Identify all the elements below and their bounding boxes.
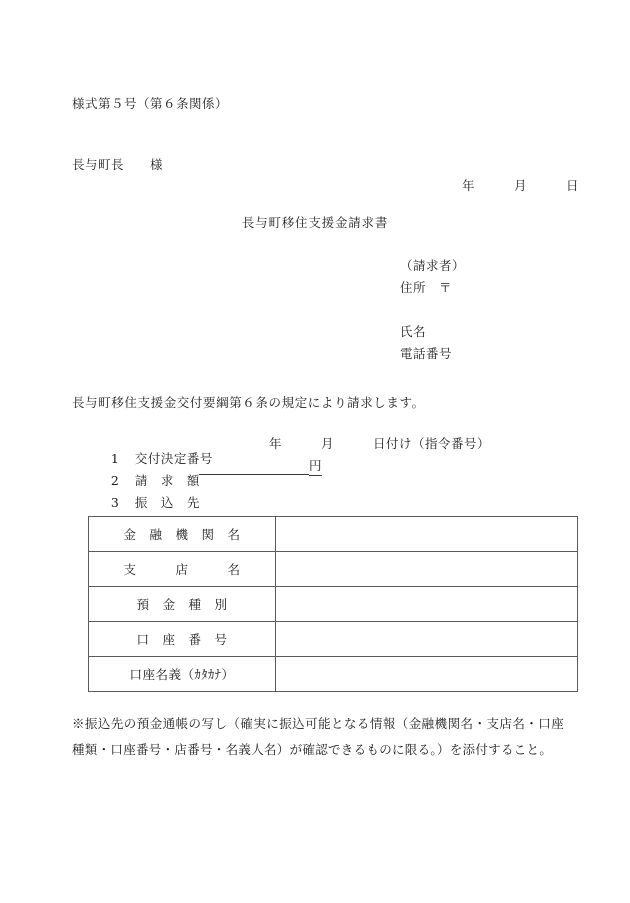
item-label: 交付決定番号: [134, 451, 213, 466]
item-number: 1: [110, 451, 120, 466]
claim-amount-field[interactable]: [199, 456, 309, 475]
item-number: 2: [110, 473, 120, 488]
row-value-branch[interactable]: [276, 552, 578, 587]
table-row: [89, 517, 578, 552]
row-value-account-number[interactable]: [276, 622, 578, 657]
request-statement: 長与町移住支援金交付要綱第６条の規定により請求します。: [72, 395, 425, 410]
table-row: [89, 657, 578, 692]
claimant-heading: （請求者）: [400, 258, 466, 273]
row-value-account-holder[interactable]: [276, 657, 578, 692]
row-value-financial-institution[interactable]: [276, 517, 578, 552]
item-decision-date-tail: 年 月 日付け（指令番号）: [269, 436, 491, 451]
document-title: 長与町移住支援金請求書: [241, 215, 389, 230]
claimant-address-label: 住所 〒: [400, 280, 453, 295]
row-label-deposit-type: 預 金 種 別: [89, 587, 276, 622]
claim-amount-unit: 円: [309, 456, 322, 476]
item-claim-amount: [84, 456, 323, 488]
item-label: 請 求 額: [134, 473, 200, 488]
table-row: [89, 622, 578, 657]
row-label-account-number: 口 座 番 号: [89, 622, 276, 657]
footnote-attachment-note: ※振込先の預金通帳の写し（確実に振込可能となる情報（金融機関名・支店名・口座種類・口座番号・店番号・名義人名）が確認できるものに限る。）を添付すること。: [72, 716, 564, 757]
row-label-branch: 支 店 名: [89, 552, 276, 587]
claimant-block: [400, 256, 465, 366]
row-label-account-holder: 口座名義（ｶﾀｶﾅ）: [89, 657, 276, 692]
claimant-spacer: [400, 300, 465, 322]
date-line: 年 月 日: [462, 178, 580, 193]
addressee-line: 長与町長 様: [72, 157, 164, 172]
item-label: 振 込 先: [134, 495, 200, 510]
item-decision-number: [84, 434, 491, 466]
claimant-phone-label: 電話番号: [400, 346, 453, 361]
item-transfer-destination: [84, 478, 213, 510]
row-label-financial-institution: 金 融 機 関 名: [89, 517, 276, 552]
table-row: [89, 552, 578, 587]
claimant-name-label: 氏名: [400, 324, 427, 339]
form-number: 様式第５号（第６条関係）: [72, 96, 229, 111]
row-value-deposit-type[interactable]: [276, 587, 578, 622]
bank-account-table: [88, 516, 578, 692]
item-number: 3: [110, 495, 120, 510]
table-row: [89, 587, 578, 622]
numbered-items: [84, 434, 491, 510]
